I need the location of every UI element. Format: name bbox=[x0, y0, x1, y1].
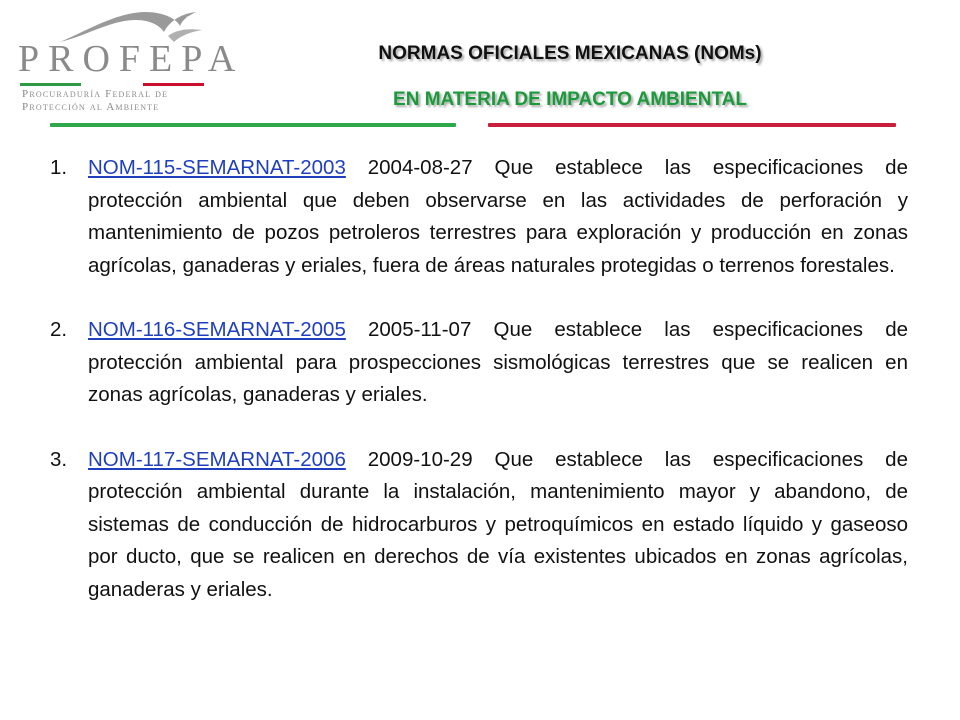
norm-list bbox=[50, 152, 908, 638]
norm-link[interactable]: NOM-116-SEMARNAT-2005 bbox=[88, 318, 346, 341]
page-title: NORMAS OFICIALES MEXICANAS (NOMs) bbox=[378, 43, 762, 64]
red-divider bbox=[488, 123, 896, 127]
logo-subtitle-line2: Protección al Ambiente bbox=[22, 101, 160, 113]
profepa-logo bbox=[8, 6, 245, 116]
item-number: 1. bbox=[50, 156, 68, 179]
green-divider bbox=[50, 123, 456, 127]
norm-date: 2004-08-27 bbox=[367, 156, 473, 179]
logo-wordmark: PROFEPA bbox=[18, 38, 245, 80]
flag-white-stripe bbox=[81, 83, 142, 86]
norm-link[interactable]: NOM-115-SEMARNAT-2003 bbox=[88, 156, 346, 179]
flag-red-stripe bbox=[143, 83, 204, 86]
item-number: 3. bbox=[50, 447, 68, 471]
norm-description: Que establece las especificaciones de protección ambiental para prospecciones sismológicas terrestres que se realicen en zonas agrícolas, ganaderas y eriales. bbox=[88, 318, 909, 406]
list-item bbox=[50, 152, 908, 282]
list-item bbox=[50, 444, 908, 607]
norm-date: 2009-10-29 bbox=[367, 447, 473, 471]
item-number: 2. bbox=[50, 318, 68, 341]
flag-green-stripe bbox=[20, 83, 81, 86]
norm-date: 2005-11-07 bbox=[368, 318, 472, 341]
logo-flag-bar bbox=[20, 83, 204, 86]
list-item bbox=[50, 314, 908, 412]
logo-subtitle bbox=[22, 88, 168, 114]
norm-description: Que establece las especificaciones de protección ambiental durante la instalación, mantenimiento mayor y abandono, de sistemas de conducción de hidrocarburos y petroquímicos en estado líquido y gaseoso por ducto, que se realicen en derechos de vía existentes ubicados en zonas agrícolas, ganaderas y eriales. bbox=[88, 447, 908, 601]
logo-subtitle-line1: Procuraduría Federal de bbox=[22, 88, 169, 100]
norm-link[interactable]: NOM-117-SEMARNAT-2006 bbox=[88, 447, 346, 471]
norm-description: Que establece las especificaciones de protección ambiental que deben observarse en las actividades de perforación y mantenimiento de pozos petroleros terrestres para exploración y producción en zonas agrícolas, ganaderas y eriales, fuera de áreas naturales protegidas o terrenos forestales. bbox=[88, 156, 908, 277]
page-subtitle: EN MATERIA DE IMPACTO AMBIENTAL bbox=[393, 89, 747, 110]
